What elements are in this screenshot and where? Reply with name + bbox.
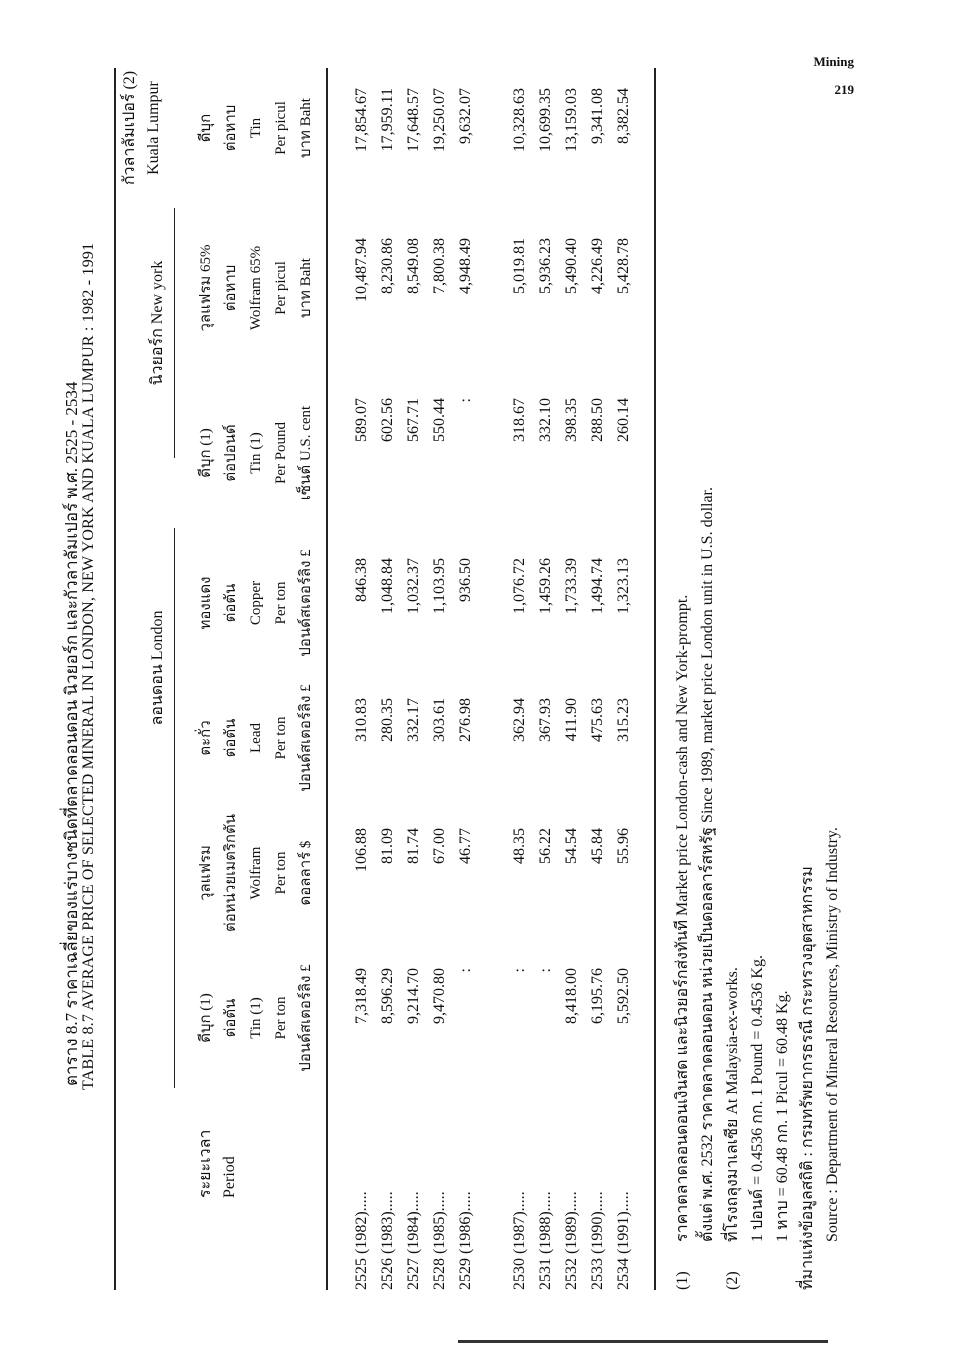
row-period [508, 1191, 532, 1290]
table-cell: 46.77 [457, 828, 474, 864]
table-cell: 1,459.26 [537, 558, 554, 614]
row-period [376, 1191, 400, 1290]
column-header-3 [194, 678, 319, 798]
column-header-line: ตะกั่ว [198, 720, 214, 756]
table-cell: 56.22 [537, 828, 554, 864]
column-header-line: ปอนด์สเตอร์ลิง £ [298, 964, 314, 1072]
table-cell: 367.93 [537, 698, 554, 742]
column-header-line: ทองแดง [198, 576, 214, 630]
table-cell: 8,549.08 [405, 238, 422, 294]
column-header-line: บาท Baht [298, 258, 314, 318]
row-period [350, 1191, 374, 1290]
row-period [534, 1191, 558, 1290]
row-period-text: 2525 (1982) [353, 1211, 370, 1290]
column-header-line: Per ton [273, 581, 289, 625]
column-header-line: Per picul [273, 261, 289, 315]
table-cell: 475.63 [589, 698, 606, 742]
row-dots: ..... [589, 1191, 606, 1212]
row-period-text: 2532 (1989) [563, 1211, 580, 1290]
row-dots: ..... [537, 1191, 554, 1212]
header-rule [326, 68, 328, 1290]
column-header-line: Tin [248, 117, 264, 139]
row-period-text: 2529 (1986) [457, 1211, 474, 1290]
row-dots: ..... [431, 1191, 448, 1212]
table-cell: : [457, 398, 474, 403]
table-cell: 48.35 [511, 828, 528, 864]
table-cell: 10,699.35 [537, 88, 554, 152]
column-header-line: ดีบุก [198, 113, 214, 143]
column-header-line: ปอนด์สเตอร์ลิง £ [298, 549, 314, 657]
column-header-line: ต่อหาบ [223, 104, 239, 152]
table-cell: 332.10 [537, 398, 554, 442]
column-header-6 [194, 218, 319, 358]
table-cell: 5,428.78 [615, 238, 632, 294]
row-period-text: 2526 (1983) [379, 1211, 396, 1290]
note-2-cont-1 [745, 487, 770, 1290]
column-header-line: ต่อตัน [223, 583, 239, 623]
table-cell: 936.50 [457, 558, 474, 602]
row-period [612, 1191, 636, 1290]
column-header-7 [194, 68, 319, 188]
table-cell: : [457, 968, 474, 973]
column-header-line: Tin (1) [248, 432, 264, 474]
table-title-thai: ตาราง 8.7 ราคาเฉลี่ยของแร่บางชนิดที่ตลาดลอนดอน นิวยอร์ก และกัวลาลัมเปอร์ พ.ศ. 2525 - 2534 [62, 381, 81, 1086]
note-1-line-2: ตั้งแต่ พ.ศ. 2532 ราคาตลาดลอนดอน หน่วยเป็นดอลลาร์สหรัฐ Since 1989, market price London unit in U.S. dollar. [699, 486, 716, 1242]
row-dots: ..... [563, 1191, 580, 1212]
note-2 [720, 487, 745, 1290]
column-header-line: ดีบุก (1) [198, 993, 214, 1043]
top-rule [114, 68, 116, 1290]
rotated-table-page [58, 38, 918, 1318]
table-cell: 8,230.86 [379, 238, 396, 294]
column-header-line: Wolfram [248, 846, 264, 900]
table-cell: 9,632.07 [457, 88, 474, 144]
note-1-line-1: ราคาตลาดลอนดอนเงินสด และนิวยอร์กส่งทันที Market price London-cash and New York-prompt. [674, 594, 691, 1242]
table-cell: 67.00 [431, 828, 448, 864]
note-1-label: (1) [674, 1271, 691, 1290]
column-header-line: เซ็นต์ U.S. cent [298, 405, 314, 501]
table-cell: 10,328.63 [511, 88, 528, 152]
column-header-line: Copper [248, 580, 264, 626]
source-thai: ที่มาแห่งข้อมูลสถิติ : กรมทรัพยากรธรณี กระทรวงอุตสาหกรรม [799, 866, 816, 1290]
table-cell: 106.88 [353, 828, 370, 872]
page-bottom-rule [458, 1340, 828, 1343]
table-cell: 17,959.11 [379, 88, 396, 152]
table-cell: 8,418.00 [563, 968, 580, 1024]
table-cell: 4,226.49 [589, 238, 606, 294]
column-header-line: Lead [248, 723, 264, 753]
table-cell: 17,648.57 [405, 88, 422, 152]
group-header-london: ลอนดอน London [149, 610, 166, 726]
note-1 [670, 487, 695, 1290]
table-cell: 17,854.67 [353, 88, 370, 152]
table-cell: 19,250.07 [431, 88, 448, 152]
table-cell: 398.35 [563, 398, 580, 442]
row-dots: ..... [379, 1191, 396, 1212]
table-cell: : [537, 968, 554, 973]
column-header-line: ต่อหน่วยเมตริกตัน [223, 814, 239, 932]
row-dots: ..... [457, 1191, 474, 1212]
column-header-line: ปอนด์สเตอร์ลิง £ [298, 684, 314, 792]
note-1-cont [695, 487, 720, 1290]
row-period-text: 2534 (1991) [615, 1211, 632, 1290]
column-header-line: Per picul [273, 101, 289, 155]
table-cell: 8,382.54 [615, 88, 632, 144]
table-cell: 5,019.81 [511, 238, 528, 294]
row-period-text: 2533 (1990) [589, 1211, 606, 1290]
column-header-line: Wolfram 65% [248, 245, 264, 331]
table-cell: 5,490.40 [563, 238, 580, 294]
table-cell: 1,076.72 [511, 558, 528, 614]
note-2-line-1: ที่โรงถลุงมาเลเซีย At Malaysia-ex-works. [724, 967, 741, 1242]
table-cell: 7,318.49 [353, 968, 370, 1024]
table-cell: 13,159.03 [563, 88, 580, 152]
table-cell: 1,048.84 [379, 558, 396, 614]
row-period [428, 1191, 452, 1290]
column-header-2 [194, 808, 319, 938]
period-header-english: Period [221, 1156, 238, 1198]
row-period [454, 1191, 478, 1290]
note-2-line-2: 1 ปอนด์ = 0.4536 กก. 1 Pound = 0.4536 Kg. [749, 955, 766, 1242]
row-period-text: 2527 (1984) [405, 1211, 422, 1290]
column-header-line: ต่อตัน [223, 998, 239, 1038]
table-cell: 7,800.38 [431, 238, 448, 294]
table-cell: 54.54 [563, 828, 580, 864]
group-rule-newyork [174, 208, 175, 458]
footnotes [670, 487, 845, 1290]
source-english: Source : Department of Mineral Resources, Ministry of Industry. [824, 827, 841, 1242]
table-cell: 280.35 [379, 698, 396, 742]
page-number: 219 [834, 82, 854, 97]
column-header-line: Per ton [273, 996, 289, 1040]
row-dots: ..... [353, 1191, 370, 1212]
table-cell: 362.94 [511, 698, 528, 742]
row-period [586, 1191, 610, 1290]
table-cell: 318.67 [511, 398, 528, 442]
table-cell: 45.84 [589, 828, 606, 864]
table-cell: 315.23 [615, 698, 632, 742]
table-cell: 589.07 [353, 398, 370, 442]
column-header-4 [194, 538, 319, 668]
table-cell: 9,214.70 [405, 968, 422, 1024]
column-header-line: Per ton [273, 851, 289, 895]
column-header-line: Per ton [273, 716, 289, 760]
table-cell: 9,341.08 [589, 88, 606, 144]
kl-header-thai: กัวลาลัมเปอร์ (2) [121, 70, 138, 186]
table-cell: 846.38 [353, 558, 370, 602]
row-dots: ..... [615, 1191, 632, 1212]
table-cell: 260.14 [615, 398, 632, 442]
table-cell: 288.50 [589, 398, 606, 442]
note-2-line-3: 1 หาบ = 60.48 กก. 1 Picul = 60.48 Kg. [774, 990, 791, 1242]
group-header-newyork: นิวยอร์ก New york [149, 260, 166, 386]
table-cell: 1,733.39 [563, 558, 580, 614]
table-cell: 5,592.50 [615, 968, 632, 1024]
row-period-text: 2531 (1988) [537, 1211, 554, 1290]
table-cell: 1,323.13 [615, 558, 632, 614]
row-dots: ..... [405, 1191, 422, 1212]
column-header-line: ต่อตัน [223, 718, 239, 758]
table-cell: 9,470.80 [431, 968, 448, 1024]
column-header-1 [194, 948, 319, 1088]
table-cell: 4,948.49 [457, 238, 474, 294]
note-2-label: (2) [724, 1271, 741, 1290]
period-header-thai: ระยะเวลา [197, 1129, 214, 1198]
table-cell: 310.83 [353, 698, 370, 742]
column-header-line: บาท Baht [298, 98, 314, 158]
table-cell: 1,032.37 [405, 558, 422, 614]
table-cell: 411.90 [563, 698, 580, 742]
row-period-text: 2530 (1987) [511, 1211, 528, 1290]
table-cell: 1,494.74 [589, 558, 606, 614]
column-header-5 [194, 378, 319, 528]
period-header [194, 1130, 242, 1198]
table-cell: 550.44 [431, 398, 448, 442]
table-cell: 5,936.23 [537, 238, 554, 294]
kl-header-english: Kuala Lumpur [145, 81, 162, 175]
row-period [560, 1191, 584, 1290]
table-cell: 602.56 [379, 398, 396, 442]
column-header-line: ต่อปอนด์ [223, 424, 239, 482]
row-period [402, 1191, 426, 1290]
column-header-line: ต่อหาบ [223, 264, 239, 312]
section-label: Mining [813, 54, 854, 69]
table-cell: 10,487.94 [353, 238, 370, 302]
table-cell: 276.98 [457, 698, 474, 742]
column-header-line: ดีบุก (1) [198, 428, 214, 478]
column-header-line: Per Pound [273, 421, 289, 485]
group-rule-london [174, 528, 175, 1088]
table-cell: 81.09 [379, 828, 396, 864]
note-2-cont-2 [770, 487, 795, 1290]
row-period-text: 2528 (1985) [431, 1211, 448, 1290]
table-cell: 567.71 [405, 398, 422, 442]
column-header-line: วุลแฟรม [198, 845, 214, 901]
column-header-line: ดอลลาร์ $ [298, 840, 314, 906]
table-cell: 332.17 [405, 698, 422, 742]
column-header-line: วุลแฟรม 65% [198, 244, 214, 332]
table-cell: 8,596.29 [379, 968, 396, 1024]
table-title-english: TABLE 8.7 AVERAGE PRICE OF SELECTED MINERAL IN LONDON, NEW YORK AND KUALA LUMPUR : 1982 - 1991 [80, 242, 97, 1090]
row-dots: ..... [511, 1191, 528, 1212]
bottom-rule [654, 68, 656, 1290]
table-cell: : [511, 968, 528, 973]
table-cell: 81.74 [405, 828, 422, 864]
table-cell: 6,195.76 [589, 968, 606, 1024]
table-cell: 303.61 [431, 698, 448, 742]
table-cell: 55.96 [615, 828, 632, 864]
group-header-kl [118, 68, 166, 188]
column-header-line: Tin (1) [248, 997, 264, 1039]
table-cell: 1,103.95 [431, 558, 448, 614]
